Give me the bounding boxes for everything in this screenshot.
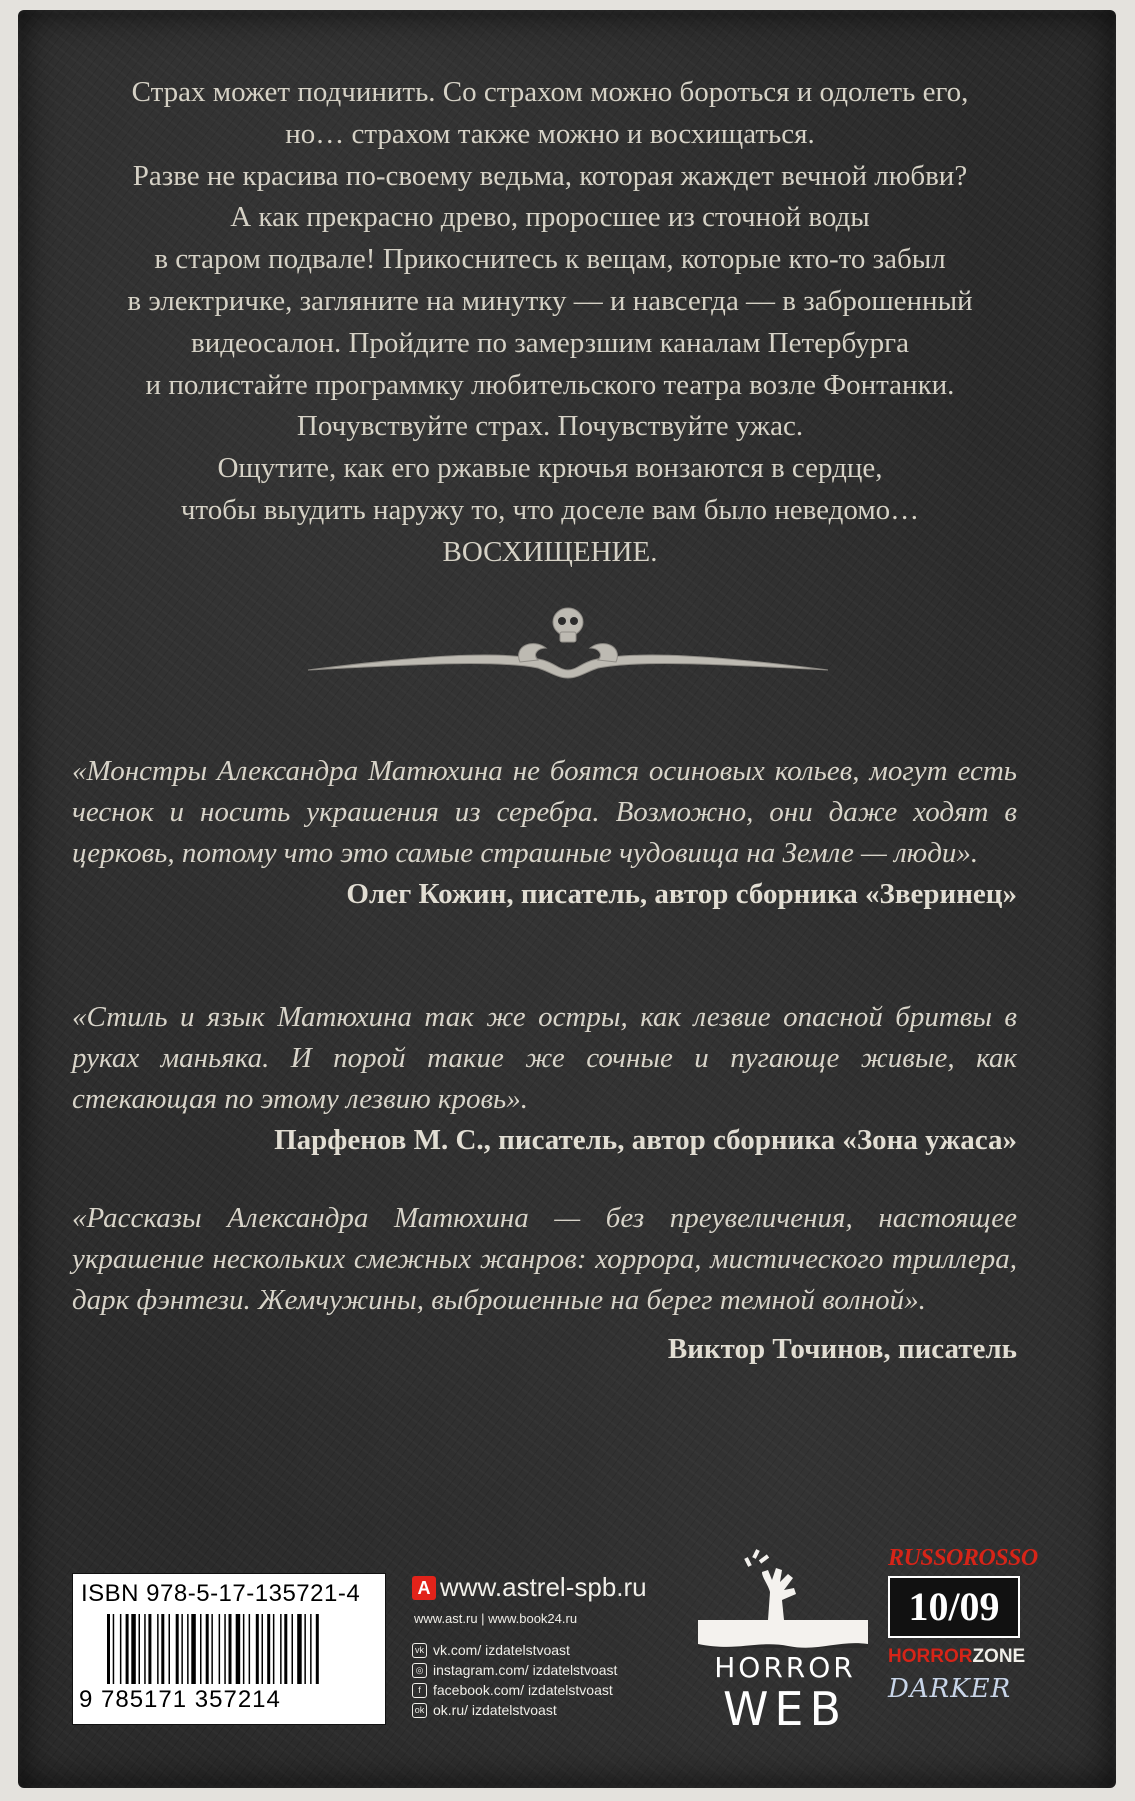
barcode-bar [187, 1614, 189, 1684]
quote-text: «Монстры Александра Матюхина не боятся осиновых кольев, могут есть чеснок и носить украшения из серебра. Возможно, они даже ходят в церковь, потому что это самые страшные чудовища на Земле — люди». [72, 755, 1017, 869]
barcode-bar [211, 1614, 213, 1684]
isbn-label: ISBN 978-5-17-135721-4 [81, 1580, 361, 1607]
horrorzone-zone: ZONE [972, 1646, 1026, 1667]
social-links [412, 1640, 682, 1720]
instagram-icon: ◎ [412, 1663, 427, 1678]
social-text: facebook.com/ izdatelstvoast [433, 1682, 613, 1698]
horror-web-line2: WEB [722, 1682, 848, 1736]
barcode-bar [229, 1614, 232, 1684]
blurb-line: Разве не красива по-своему ведьма, которая жаждет вечной любви? [132, 159, 968, 192]
website-link[interactable]: www.astrel-spb.ru [440, 1572, 647, 1602]
barcode-bar [113, 1614, 115, 1684]
barcode-bar [144, 1614, 146, 1684]
blurb-line: А как прекрасно древо, проросшее из сточной воды [230, 201, 870, 234]
blurb-line: в электричке, загляните на минутку — и навсегда — в заброшенный [127, 284, 973, 317]
barcode-bar [310, 1614, 312, 1684]
social-link-facebook[interactable] [412, 1680, 682, 1700]
blurb-line: Почувствуйте страх. Почувствуйте ужас. [296, 410, 804, 443]
social-text: vk.com/ izdatelstvoast [433, 1642, 570, 1658]
blurb-line: видеосалон. Пройдите по замерзшим каналам Петербурга [191, 326, 909, 359]
isbn-barcode-box [72, 1573, 386, 1725]
barcode-bar [280, 1614, 282, 1684]
darker-logo: DARKER [888, 1674, 1012, 1704]
barcode-bar [262, 1614, 264, 1684]
review-quote-3 [72, 1198, 1017, 1370]
vk-icon: vk [412, 1643, 427, 1658]
barcode-bar [176, 1614, 179, 1684]
review-quote-2 [72, 997, 1017, 1161]
barcode-bar [157, 1614, 159, 1684]
facebook-icon: f [412, 1683, 427, 1698]
isbn-digits: 9 785171 357214 [79, 1686, 281, 1713]
annotation-text [70, 72, 1030, 574]
skull-ornament-icon [298, 598, 838, 688]
barcode-bar [120, 1614, 122, 1684]
blurb-line: Ощутите, как его ржавые крючья вонзаются в сердце, [217, 452, 883, 485]
barcode-bar [256, 1614, 259, 1684]
social-link-vk[interactable] [412, 1640, 682, 1660]
barcode-bar [169, 1614, 171, 1684]
horror-web-logo [700, 1652, 870, 1734]
blurb-line: чтобы выудить наружу то, что доселе вам было неведомо… [180, 493, 920, 526]
blurb-line: в старом подвале! Прикоснитесь к вещам, которые кто-то забыл [154, 243, 946, 276]
quote-author: Парфенов М. С., писатель, автор сборника «Зона ужаса» [274, 1124, 1017, 1156]
social-text: instagram.com/ izdatelstvoast [433, 1662, 618, 1678]
quote-author: Олег Кожин, писатель, автор сборника «Зверинец» [346, 878, 1017, 910]
blurb-line: Страх может подчинить. Со страхом можно бороться и одолеть его, [131, 76, 969, 108]
barcode-bar [139, 1614, 141, 1684]
barcode-bar [219, 1614, 221, 1684]
ast-logo-icon: A [412, 1576, 436, 1600]
barcode-bar [243, 1614, 245, 1684]
barcode-bar [304, 1614, 306, 1684]
ok-icon: ok [412, 1703, 427, 1718]
barcode-bar [161, 1614, 164, 1684]
barcode-bar [236, 1614, 241, 1684]
review-quote-1 [72, 751, 1017, 915]
blurb-line: но… страхом также можно и восхищаться. [285, 117, 815, 150]
barcode-bar [284, 1614, 287, 1684]
barcode-bar [297, 1614, 302, 1684]
quote-text: «Рассказы Александра Матюхина — без преувеличения, настоящее украшение нескольких смежных жанров: хоррора, мистического триллера, дарк фэнтези. Жемчужины, выброшенные на берег темной волной». [72, 1202, 1017, 1316]
barcode-bar [148, 1614, 151, 1684]
imprint-logos [888, 1545, 1038, 1704]
barcode-bar [181, 1614, 183, 1684]
blurb-line: и полистайте программку любительского театра возле Фонтанки. [145, 368, 955, 401]
barcode-bar [131, 1614, 136, 1684]
barcode-bar [126, 1614, 129, 1684]
blurb-line: ВОСХИЩЕНИЕ. [442, 535, 658, 568]
social-link-ok[interactable] [412, 1700, 682, 1720]
barcode-bar [206, 1614, 209, 1684]
social-text: ok.ru/ izdatelstvoast [433, 1702, 557, 1718]
1009-logo: 10/09 [888, 1576, 1020, 1638]
barcode-bar [107, 1614, 110, 1684]
horrorzone-horror: HORROR [888, 1646, 973, 1667]
barcode-bar [191, 1614, 196, 1684]
other-websites[interactable]: www.ast.ru | www.book24.ru [414, 1611, 578, 1626]
quote-author: Виктор Точинов, писатель [667, 1333, 1017, 1365]
barcode-bar [200, 1614, 202, 1684]
barcode-bar [273, 1614, 275, 1684]
barcode-bar [267, 1614, 270, 1684]
russorosso-logo: RUSSOROSSO [888, 1545, 1038, 1571]
horrorzone-logo [888, 1646, 1028, 1668]
social-link-instagram[interactable] [412, 1660, 682, 1680]
quote-text: «Стиль и язык Матюхина так же остры, как лезвие опасной бритвы в руках маньяка. И порой такие же сочные и пугающе живые, как стекающая по этому лезвию кровь». [72, 1001, 1017, 1115]
barcode-bar [292, 1614, 294, 1684]
horror-web-line1: HORROR [714, 1651, 856, 1684]
barcode-bar [249, 1614, 251, 1684]
publisher-contacts [412, 1572, 682, 1720]
barcode-bar [316, 1614, 319, 1684]
barcode-icon [107, 1614, 375, 1684]
barcode-bar [224, 1614, 226, 1684]
